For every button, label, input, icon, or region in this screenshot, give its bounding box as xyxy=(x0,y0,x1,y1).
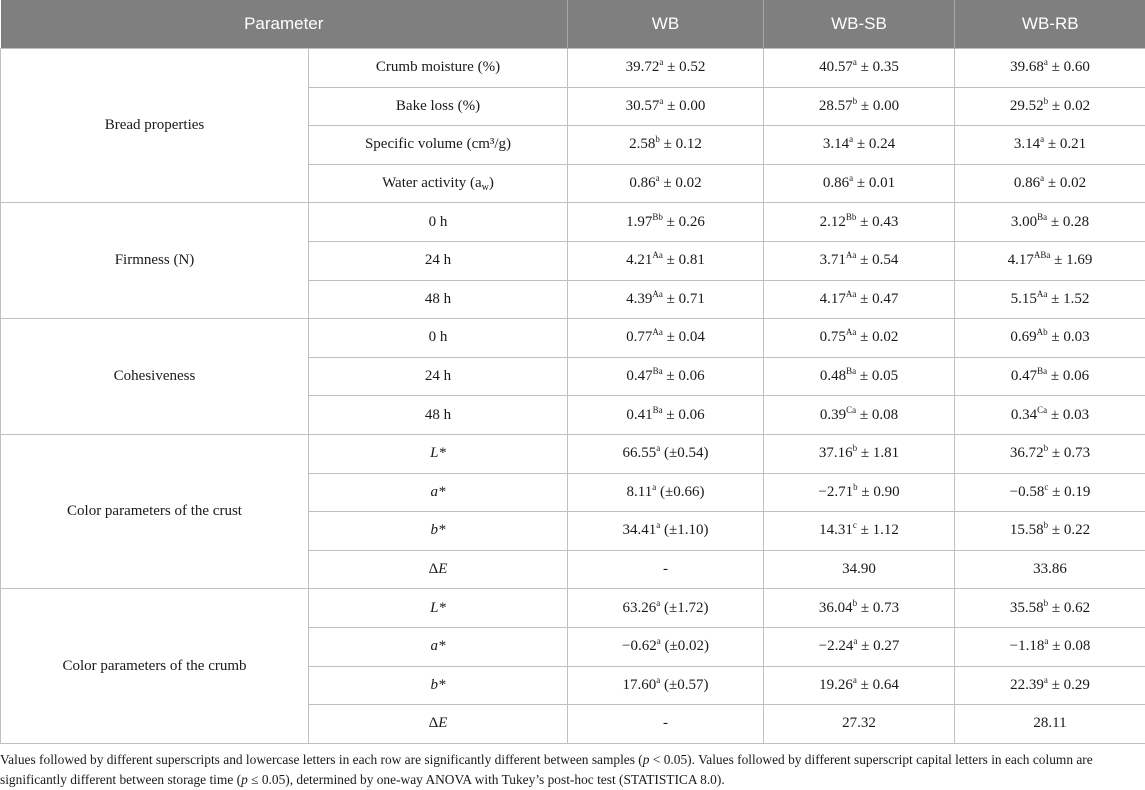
parameter-cell xyxy=(309,280,568,319)
wb-sb-value xyxy=(764,164,955,203)
text: ± 0.43 xyxy=(856,214,898,230)
text: Values followed by different superscripts and lowercase letters in each row are significantly different between samples ( xyxy=(0,752,643,767)
superscript: a xyxy=(853,675,857,685)
text: 30.57 xyxy=(626,98,660,114)
wb-rb-value xyxy=(955,627,1145,666)
wb-sb-value xyxy=(764,666,955,705)
wb-sb-value xyxy=(764,473,955,512)
text: 4.17 xyxy=(1008,252,1034,268)
table-body xyxy=(1,49,1145,744)
table-row xyxy=(1,319,1145,358)
text: ± 0.02 xyxy=(856,329,898,345)
wb-value xyxy=(568,396,764,435)
text: Specific volume (cm³/g) xyxy=(365,136,511,152)
text: 37.16 xyxy=(819,445,853,461)
text: ± 0.28 xyxy=(1047,214,1089,230)
parameter-cell xyxy=(309,550,568,589)
wb-value xyxy=(568,319,764,358)
text: ± 0.03 xyxy=(1048,329,1090,345)
group-label: Color parameters of the crumb xyxy=(1,589,309,743)
text: - xyxy=(663,715,668,731)
text: Δ xyxy=(429,561,439,577)
superscript: Aa xyxy=(846,289,857,299)
italic-text: p xyxy=(643,752,650,767)
text: 39.68 xyxy=(1010,59,1044,75)
text: ± 0.81 xyxy=(663,252,705,268)
superscript: b xyxy=(853,443,858,453)
superscript: a xyxy=(656,598,660,608)
text: ± 0.47 xyxy=(856,291,898,307)
wb-value xyxy=(568,203,764,242)
italic-text: p xyxy=(241,772,248,787)
wb-value xyxy=(568,126,764,165)
wb-sb-value xyxy=(764,319,955,358)
parameter-cell xyxy=(309,396,568,435)
text: 0.47 xyxy=(1011,368,1037,384)
text: ± 0.90 xyxy=(858,484,900,500)
wb-rb-value xyxy=(955,126,1145,165)
text: 0.48 xyxy=(820,368,846,384)
text: 0.86 xyxy=(823,175,849,191)
superscript: b xyxy=(853,482,858,492)
text: 15.58 xyxy=(1010,522,1044,538)
superscript: a xyxy=(659,57,663,67)
wb-value xyxy=(568,589,764,628)
text: 2.12 xyxy=(820,214,846,230)
text: ± 1.12 xyxy=(857,522,899,538)
text: 19.26 xyxy=(819,677,853,693)
text: ± 0.08 xyxy=(856,407,898,423)
table-row xyxy=(1,203,1145,242)
text: ± 0.52 xyxy=(663,59,705,75)
text: ± 0.02 xyxy=(1048,98,1090,114)
text: ± 0.27 xyxy=(857,638,899,654)
italic-text: L* xyxy=(430,600,446,616)
text: 35.58 xyxy=(1010,600,1044,616)
text: ± 0.62 xyxy=(1048,600,1090,616)
text: 66.55 xyxy=(623,445,657,461)
text: ± 1.52 xyxy=(1047,291,1089,307)
superscript: Aa xyxy=(846,250,857,260)
text: 0.86 xyxy=(629,175,655,191)
wb-sb-value xyxy=(764,87,955,126)
text: ± 0.01 xyxy=(853,175,895,191)
text: ± 0.60 xyxy=(1048,59,1090,75)
text: −2.71 xyxy=(818,484,853,500)
text: ± 0.02 xyxy=(1044,175,1086,191)
wb-value xyxy=(568,164,764,203)
wb-rb-value xyxy=(955,164,1145,203)
parameter-cell xyxy=(309,164,568,203)
parameter-cell xyxy=(309,473,568,512)
wb-value xyxy=(568,666,764,705)
parameter-cell xyxy=(309,357,568,396)
text: 48 h xyxy=(425,291,451,307)
text: 36.72 xyxy=(1010,445,1044,461)
group-label: Cohesiveness xyxy=(1,319,309,435)
text: Δ xyxy=(429,715,439,731)
superscript: a xyxy=(656,675,660,685)
text: ± 0.22 xyxy=(1048,522,1090,538)
wb-sb-value xyxy=(764,126,955,165)
text: 28.11 xyxy=(1033,715,1066,731)
text: 3.00 xyxy=(1011,214,1037,230)
italic-text: a* xyxy=(431,638,446,654)
text: ± 0.06 xyxy=(663,368,705,384)
text: −0.62 xyxy=(622,638,657,654)
text: 27.32 xyxy=(842,715,876,731)
wb-rb-value xyxy=(955,357,1145,396)
superscript: Aa xyxy=(846,327,857,337)
text: 0.86 xyxy=(1014,175,1040,191)
italic-text: E xyxy=(438,715,447,731)
text: −1.18 xyxy=(1010,638,1045,654)
wb-rb-value xyxy=(955,396,1145,435)
text: (±0.66) xyxy=(656,484,704,500)
wb-sb-value xyxy=(764,357,955,396)
text: 48 h xyxy=(425,407,451,423)
header-wb-rb: WB-RB xyxy=(955,0,1145,49)
wb-sb-value xyxy=(764,512,955,551)
wb-rb-value xyxy=(955,49,1145,88)
superscript: Ba xyxy=(653,405,663,415)
superscript: a xyxy=(1044,636,1048,646)
wb-sb-value xyxy=(764,705,955,744)
superscript: a xyxy=(657,636,661,646)
superscript: a xyxy=(652,482,656,492)
italic-text: b* xyxy=(431,522,446,538)
table-row xyxy=(1,589,1145,628)
text: 0.77 xyxy=(626,329,652,345)
text: 5.15 xyxy=(1011,291,1037,307)
superscript: b xyxy=(1044,598,1049,608)
text: ± 0.00 xyxy=(663,98,705,114)
text: ± 0.24 xyxy=(853,136,895,152)
text: 0 h xyxy=(429,329,448,345)
text: (±0.54) xyxy=(660,445,708,461)
superscript: a xyxy=(659,96,663,106)
wb-rb-value xyxy=(955,473,1145,512)
wb-value xyxy=(568,550,764,589)
text: ± 0.73 xyxy=(857,600,899,616)
wb-rb-value xyxy=(955,241,1145,280)
text: ± 0.02 xyxy=(660,175,702,191)
text: ± 0.35 xyxy=(857,59,899,75)
wb-rb-value xyxy=(955,434,1145,473)
wb-value xyxy=(568,280,764,319)
superscript: b xyxy=(1044,520,1049,530)
text: ± 0.04 xyxy=(663,329,705,345)
text: 40.57 xyxy=(819,59,853,75)
superscript: ABa xyxy=(1034,250,1051,260)
parameter-cell xyxy=(309,241,568,280)
text: ± 1.69 xyxy=(1050,252,1092,268)
text: ± 0.00 xyxy=(857,98,899,114)
superscript: a xyxy=(853,57,857,67)
text: 14.31 xyxy=(819,522,853,538)
parameter-cell xyxy=(309,512,568,551)
wb-sb-value xyxy=(764,280,955,319)
parameter-cell xyxy=(309,434,568,473)
superscript: Ab xyxy=(1037,327,1048,337)
text: 24 h xyxy=(425,368,451,384)
text: Bake loss (%) xyxy=(396,98,480,114)
wb-sb-value xyxy=(764,589,955,628)
text: (±1.72) xyxy=(660,600,708,616)
parameter-cell xyxy=(309,627,568,666)
italic-text: L* xyxy=(430,445,446,461)
table-footnote xyxy=(0,744,1145,790)
text: ± 0.64 xyxy=(857,677,899,693)
text: ± 0.06 xyxy=(1047,368,1089,384)
text: (±0.57) xyxy=(660,677,708,693)
text: 4.17 xyxy=(820,291,846,307)
text: 17.60 xyxy=(623,677,657,693)
text: 34.41 xyxy=(623,522,657,538)
text: 3.71 xyxy=(820,252,846,268)
superscript: a xyxy=(1044,675,1048,685)
text: ± 0.03 xyxy=(1047,407,1089,423)
text: ) xyxy=(489,175,494,191)
text: 3.14 xyxy=(823,136,849,152)
superscript: b xyxy=(853,598,858,608)
wb-value xyxy=(568,434,764,473)
parameter-cell xyxy=(309,203,568,242)
text: (±0.02) xyxy=(661,638,709,654)
text: (±1.10) xyxy=(660,522,708,538)
superscript: a xyxy=(656,520,660,530)
text: 22.39 xyxy=(1010,677,1044,693)
superscript: a xyxy=(849,134,853,144)
group-label: Bread properties xyxy=(1,49,309,203)
text: ± 0.12 xyxy=(660,136,702,152)
superscript: a xyxy=(1040,134,1044,144)
parameter-cell xyxy=(309,319,568,358)
text: 0.47 xyxy=(626,368,652,384)
superscript: Aa xyxy=(652,327,663,337)
text: ± 0.73 xyxy=(1048,445,1090,461)
text: 4.39 xyxy=(626,291,652,307)
text: −2.24 xyxy=(819,638,854,654)
superscript: a xyxy=(853,636,857,646)
group-label: Color parameters of the crust xyxy=(1,434,309,588)
wb-value xyxy=(568,627,764,666)
text: 0 h xyxy=(429,214,448,230)
wb-rb-value xyxy=(955,550,1145,589)
wb-sb-value xyxy=(764,627,955,666)
parameter-cell xyxy=(309,49,568,88)
superscript: b xyxy=(853,96,858,106)
superscript: a xyxy=(1040,173,1044,183)
text: 0.34 xyxy=(1011,407,1037,423)
wb-rb-value xyxy=(955,87,1145,126)
text: 0.69 xyxy=(1010,329,1036,345)
text: 39.72 xyxy=(626,59,660,75)
text: Crumb moisture (%) xyxy=(376,59,500,75)
superscript: Ba xyxy=(846,366,856,376)
wb-sb-value xyxy=(764,434,955,473)
text: 4.21 xyxy=(626,252,652,268)
wb-sb-value xyxy=(764,396,955,435)
parameter-cell xyxy=(309,126,568,165)
wb-value xyxy=(568,241,764,280)
superscript: Ba xyxy=(653,366,663,376)
text: 0.39 xyxy=(820,407,846,423)
superscript: b xyxy=(655,134,660,144)
text: ± 0.19 xyxy=(1048,484,1090,500)
text: ± 1.81 xyxy=(857,445,899,461)
text: ≤ 0.05), determined by one-way ANOVA with Tukey’s post-hoc test (STATISTICA 8.0). xyxy=(248,772,725,787)
header-wb-sb: WB-SB xyxy=(764,0,955,49)
superscript: Ba xyxy=(1037,366,1047,376)
text: 36.04 xyxy=(819,600,853,616)
superscript: a xyxy=(656,173,660,183)
wb-rb-value xyxy=(955,589,1145,628)
italic-text: b* xyxy=(431,677,446,693)
text: 28.57 xyxy=(819,98,853,114)
superscript: a xyxy=(656,443,660,453)
superscript: Bb xyxy=(846,212,857,222)
parameter-cell xyxy=(309,589,568,628)
wb-rb-value xyxy=(955,203,1145,242)
text: 34.90 xyxy=(842,561,876,577)
superscript: b xyxy=(1044,443,1049,453)
superscript: c xyxy=(853,520,857,530)
text: 8.11 xyxy=(627,484,653,500)
wb-value xyxy=(568,473,764,512)
text: 24 h xyxy=(425,252,451,268)
parameter-cell xyxy=(309,666,568,705)
wb-value xyxy=(568,357,764,396)
text: ± 0.05 xyxy=(856,368,898,384)
wb-rb-value xyxy=(955,666,1145,705)
italic-text: E xyxy=(438,561,447,577)
superscript: Aa xyxy=(1037,289,1048,299)
wb-value xyxy=(568,49,764,88)
superscript: Aa xyxy=(652,289,663,299)
superscript: a xyxy=(849,173,853,183)
text: 0.41 xyxy=(626,407,652,423)
superscript: Aa xyxy=(652,250,663,260)
text: 1.97 xyxy=(626,214,652,230)
text: 29.52 xyxy=(1010,98,1044,114)
text: 0.75 xyxy=(820,329,846,345)
wb-sb-value xyxy=(764,550,955,589)
wb-sb-value xyxy=(764,241,955,280)
text: ± 0.06 xyxy=(663,407,705,423)
wb-value xyxy=(568,705,764,744)
wb-rb-value xyxy=(955,705,1145,744)
superscript: Ca xyxy=(846,405,856,415)
text: ± 0.29 xyxy=(1048,677,1090,693)
parameter-cell xyxy=(309,705,568,744)
superscript: a xyxy=(1044,57,1048,67)
text: ± 0.08 xyxy=(1048,638,1090,654)
text: 63.26 xyxy=(623,600,657,616)
text: 33.86 xyxy=(1033,561,1067,577)
text: - xyxy=(663,561,668,577)
header-wb: WB xyxy=(568,0,764,49)
superscript: Ba xyxy=(1037,212,1047,222)
text: −0.58 xyxy=(1010,484,1045,500)
subscript: w xyxy=(482,182,489,193)
wb-rb-value xyxy=(955,280,1145,319)
text: < 0.05). Values followed by different superscript capital letters in each column are significantly different between storage time ( xyxy=(0,752,1093,787)
table-row xyxy=(1,49,1145,88)
wb-rb-value xyxy=(955,512,1145,551)
superscript: b xyxy=(1044,96,1049,106)
text: ± 0.21 xyxy=(1044,136,1086,152)
superscript: Bb xyxy=(652,212,663,222)
text: 3.14 xyxy=(1014,136,1040,152)
wb-sb-value xyxy=(764,203,955,242)
superscript: Ca xyxy=(1037,405,1047,415)
group-label: Firmness (N) xyxy=(1,203,309,319)
parameter-cell xyxy=(309,87,568,126)
header-parameter: Parameter xyxy=(1,0,568,49)
text: ± 0.54 xyxy=(856,252,898,268)
wb-sb-value xyxy=(764,49,955,88)
text: ± 0.26 xyxy=(663,214,705,230)
superscript: c xyxy=(1044,482,1048,492)
wb-rb-value xyxy=(955,319,1145,358)
text: Water activity (a xyxy=(382,175,482,191)
header-row xyxy=(1,0,1145,49)
text: ± 0.71 xyxy=(663,291,705,307)
wb-value xyxy=(568,87,764,126)
wb-value xyxy=(568,512,764,551)
text: 2.58 xyxy=(629,136,655,152)
table-row xyxy=(1,434,1145,473)
italic-text: a* xyxy=(431,484,446,500)
